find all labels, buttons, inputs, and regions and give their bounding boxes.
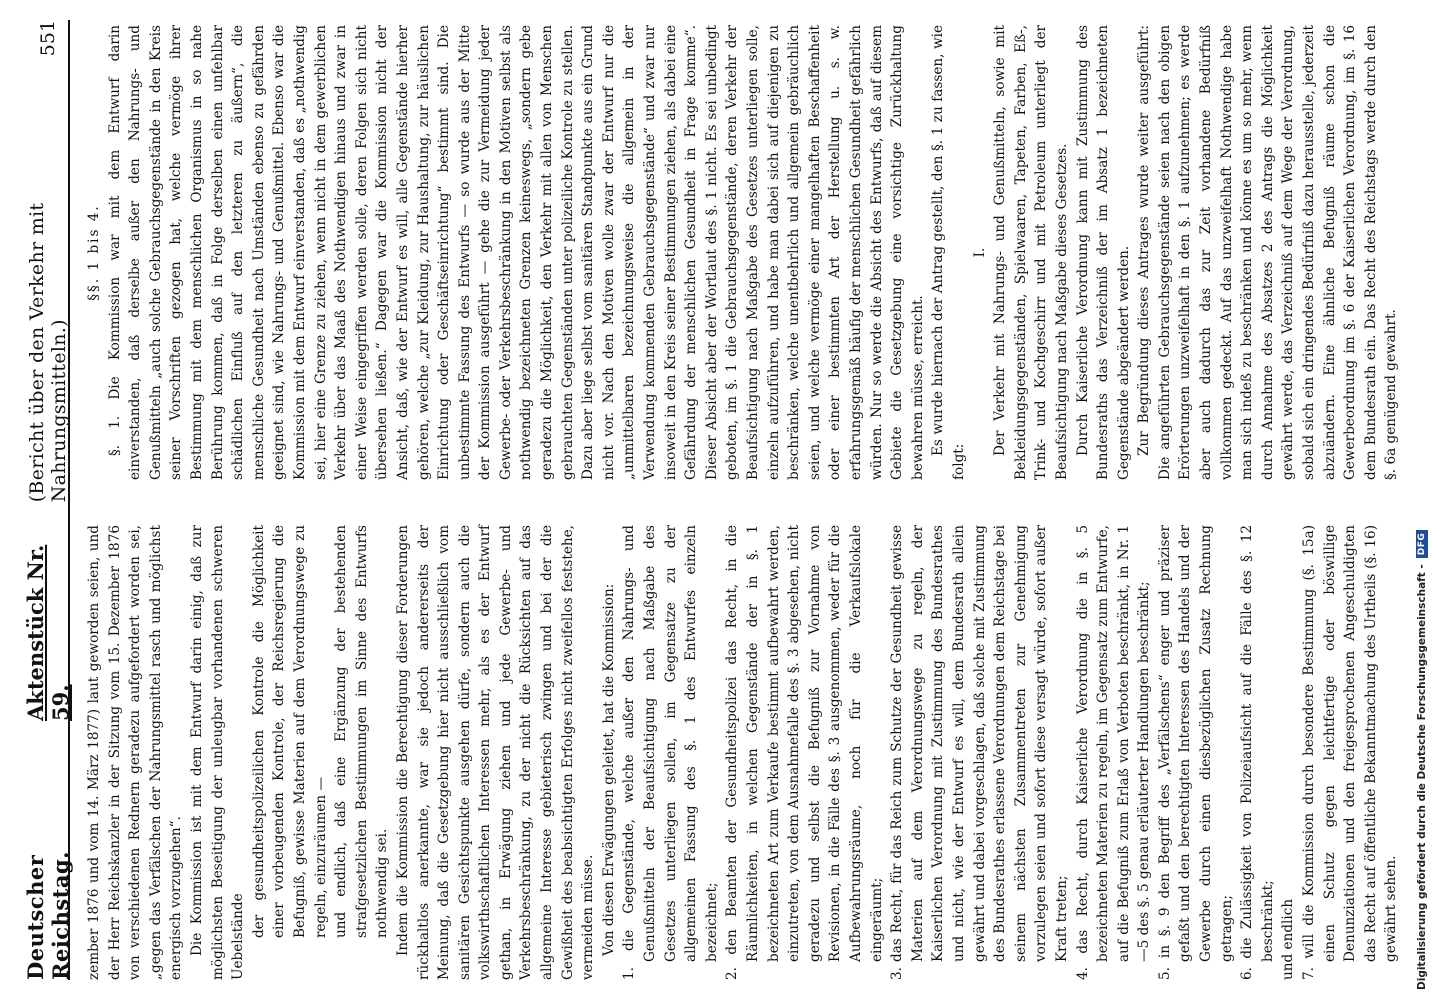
dfg-logo: DFG — [1416, 530, 1428, 559]
header-publication: Deutscher Reichstag. — [23, 851, 73, 980]
list-item: 4. das Recht, durch Kaiserliche Verordnung die in §. 5 bezeichneten Materien zu regeln, im Gegensatz zum Entwurfe, auf die Befugniß zum Erlaß von Verboten beschränkt, in Nr. 1—5 des §. 5 genau erläuterter Handlungen beschränkt; — [1074, 525, 1153, 980]
list-item: 3. das Recht, für das Reich zum Schutze der Gesundheit gewisse Materien auf dem Verordnungswege zu regeln, der Kaiserlichen Verordnung mit Zustimmung des Bundesrathes und nicht, wie der Entwurf es will, dem Bundesrath allein gewährt und dabei vorgeschlagen, daß solche mit Zustimmung des Bundesrathes erlassene Verordnungen dem Reichstage bei seinem nächsten Zusammentreten zur Genehmigung vorzulegen seien und sofort diese versagt würde, sofort außer Kraft treten; — [889, 525, 1070, 980]
list-item: 6. die Zulässigkeit von Polizeiaufsicht auf die Fälle des §. 12 beschränkt; — [1239, 525, 1276, 980]
indented-paragraph: und endlich, daß eine Ergänzung der bestehenden strafgesetzlichen Bestimmungen im Sinne des Entwurfs nothwendig sei. — [333, 525, 391, 938]
credit-text: Digitalisierung gefördert durch die Deutsche Forschungsgemeinschaft - — [1416, 564, 1428, 990]
paragraph: Die Kommission ist mit dem Entwurf darin einig, daß zur möglichsten Beseitigung der unleugbar vorhandenen schweren Uebelstände — [188, 525, 247, 980]
paragraph: Zur Begründung dieses Antrages wurde weiter ausgeführt: Die angeführten Gebrauchsgegenstände seien nach den obigen Erörterungen unzweifelhaft in den §. 1 aufzunehmen; es werde aber auch dadurch das zur Zeit vorhandene Bedürfniß vollkommen gedeckt. Auf das unzweifelhaft Nothwendige habe man sich indeß zu beschränken und könne es um so mehr, wenn durch Annahme des Absatzes 2 des Antrags die Möglichkeit gewährt werde, das Verzeichniß auf dem Wege der Verordnung, sobald sich ein dringendes Bedürfniß dazu herausstelle, jederzeit abzuändern. Eine ähnliche Befugniß räume schon die Gewerbeordnung im §. 6 der Kaiserlichen Verordnung, im §. 16 dem Bundesrath ein. Das Recht des Reichstags werde durch den §. 6a genügend gewahrt. — [1136, 25, 1400, 480]
paragraph: zember 1876 und vom 14. März 1877) laut geworden seien, und der Herr Reichskanzler in der Sitzung vom 15. Dezember 1876 von verschiedenen Rednern geradezu aufgefordert worden sei, „gegen das Verfälschen der Nahrungsmittel rasch und möglichst energisch vorzugehen“. — [86, 525, 185, 980]
header-report-title: (Bericht über den Verkehr mit Nahrungsmitteln.) — [26, 202, 70, 503]
digitization-credit — [1414, 0, 1430, 990]
right-text-column — [84, 25, 1400, 480]
paragraph: Durch Kaiserliche Verordnung kann mit Zustimmung des Bundesraths das Verzeichniß der im Absatz 1 bezeichneten Gegenstände abgeändert werden. — [1074, 25, 1132, 480]
paragraph: Es wurde hiernach der Antrag gestellt, den §. 1 zu fassen, wie folgt: — [930, 25, 967, 480]
numbered-list — [619, 525, 1402, 980]
list-item: 2. den Beamten der Gesundheitspolizei das Recht, in die Räumlichkeiten, in welchen Gegenstände der in §. 1 bezeichneten Art zum Verkaufe bestimmt aufbewahrt werden, einzutreten, von dem Ausnahmefalle des §. 3 abgesehen, nicht geradezu und selbst die Befugniß zur Vornahme von Revisionen, in die Fälle des §. 3 ausgenommen, weder für die Aufbewahrungsräume, noch für die Verkaufslokale eingeräumt; — [724, 525, 885, 980]
paragraph-number: I. — [971, 247, 988, 258]
digitization-sidebar — [1412, 0, 1432, 1000]
section-heading: §§. 1 bis 4. — [86, 204, 102, 301]
list-item: 5. in §. 9 den Begriff des „Verfälschens“ enger und präziser gefaßt und den berechtigten Interessen des Handels und der Gewerbe durch einen diesbezüglichen Zusatz Rechnung getragen; — [1156, 525, 1235, 980]
page-header — [23, 20, 73, 980]
paragraph: Indem die Kommission die Berechtigung dieser Forderungen rückhaltlos anerkannte, war sie jedoch andererseits der Meinung, daß die Gesetzgebung hier nicht ausschließlich vom sanitären Gesichtspunkte ausgehen dürfe, sondern auch die volkswirthschaftlichen Interessen mehr, als es der Entwurf gethan, in Erwägung ziehen und jede Gewerbe- und Verkehrsbeschränkung, zu der nicht die Rücksichten auf das allgemeine Interesse gebieterisch zwingen und bei der die Gewißheit des beabsichtigten Erfolges nicht zweifellos feststehe, vermeiden müsse. — [394, 525, 597, 980]
paragraph: Von diesen Erwägungen geleitet, hat die Kommission: — [600, 583, 617, 956]
left-text-column — [84, 525, 1400, 980]
indented-paragraph: der gesundheitspolizeilichen Kontrole die Möglichkeit einer vorbeugenden Kontrole, der Reichsregierung die Befugniß, gewisse Materien auf dem Verordnungswege zu regeln, einzuräumen — — [250, 525, 329, 938]
list-item: 7. will die Kommission durch besondere Bestimmung (§. 15a) einen Schutz gegen leichtfertige oder böswillige Denunziationen und den freigesprochenen Angeschuldigten das Recht auf öffentliche Bekanntmachung des Urtheils (§. 16) gewährt sehen. — [1301, 525, 1400, 980]
header-document-number: Aktenstück Nr. 59. — [23, 544, 73, 721]
paragraph: Der Verkehr mit Nahrungs- und Genußmitteln, sowie mit Bekleidungsgegenständen, Spielwaaren, Tapeten, Farben, Eß-, Trink- und Kochgeschirr und mit Petroleum unterliegt der Beaufsichtigung nach Maßgabe dieses Gesetzes. — [992, 25, 1070, 480]
paragraph: §. 1. Die Kommission war mit dem Entwurf darin einverstanden, daß derselbe außer den Nahrungs- und Genußmitteln „auch solche Gebrauchsgegenstände in den Kreis seiner Vorschriften gezogen hat, welche vermöge ihrer Bestimmung mit dem menschlichen Organismus in so nahe Berührung kommen, daß in Folge derselben einen unfehlbar schädlichen Einfluß auf den letzteren zu äußern“, die menschliche Gesundheit nach Umständen ebenso zu gefährden geeignet sind, wie Nahrungs- und Genußmittel. Ebenso war die Kommission mit dem Entwurf einverstanden, daß es „nothwendig sei, hier eine Grenze zu ziehen, wenn nicht in dem gewerblichen Verkehr über das Maaß des Nothwendigen hinaus und zwar in einer Weise eingegriffen werden solle, deren Folgen sich nicht übersehen ließen.“ Dagegen war die Kommission nicht der Ansicht, daß, wie der Entwurf es will, alle Gegenstände hierher gehören, welche „zur Kleidung, zur Haushaltung, zur häuslichen Einrichtung oder Geschäftseinrichtung“ bestimmt sind. Die unbestimmte Fassung des Entwurfs — so wurde aus der Mitte der Kommission ausgeführt — gehe die zur Vermeidung jeder Gewerbe- oder Verkehrsbeschränkung in den Motiven selbst als nothwendig bezeichneten Grenzen keineswegs, „sondern gebe geradezu die Möglichkeit, den Verkehr mit allen von Menschen gebrauchten Gegenständen unter polizeiliche Kontrole zu stellen. Dazu aber liege selbst vom sanitären Standpunkte aus ein Grund nicht vor. Nach den Motiven wolle zwar der Entwurf nur die „unmittelbaren bezeichnungsweise die allgemein in der Verwendung kommenden Gebrauchsgegenstände“ und zwar nur insoweit in den Kreis seiner Bestimmungen ziehen, als dabei eine Gefährdung der menschlichen Gesundheit in Frage komme“. Dieser Absicht aber der Wortlaut des §. 1 nicht. Es sei unbedingt geboten, im §. 1 die Gebrauchsgegenstände, deren Verkehr der Beaufsichtigung nach Maßgabe des Gesetzes unterliegen solle, einzeln aufzuführen, und habe man dabei sich auf diejenigen zu beschränken, welche unentbehrlich und allgemein gebräuchlich seien, und welche vermöge einer mangelhaften Beschaffenheit oder einer bestimmten Art der Herstellung u. s. w. erfahrungsgemäß häufig der menschlichen Gesundheit gefährlich würden. Nur so werde die Absicht des Entwurfs, daß auf diesem Gebiete die Gesetzgebung eine vorsichtige Zurückhaltung bewahren müsse, erreicht. — [106, 25, 926, 480]
list-item: und endlich — [1280, 898, 1297, 980]
page-number: 551 — [37, 20, 59, 57]
list-item: 1. die Gegenstände, welche außer den Nahrungs- und Genußmitteln der Beaufsichtigung nach Maßgabe des Gesetzes unterliegen sollen, im Gegensatze zu der allgemeinen Fassung des §. 1 des Entwurfes einzeln bezeichnet; — [621, 525, 720, 980]
